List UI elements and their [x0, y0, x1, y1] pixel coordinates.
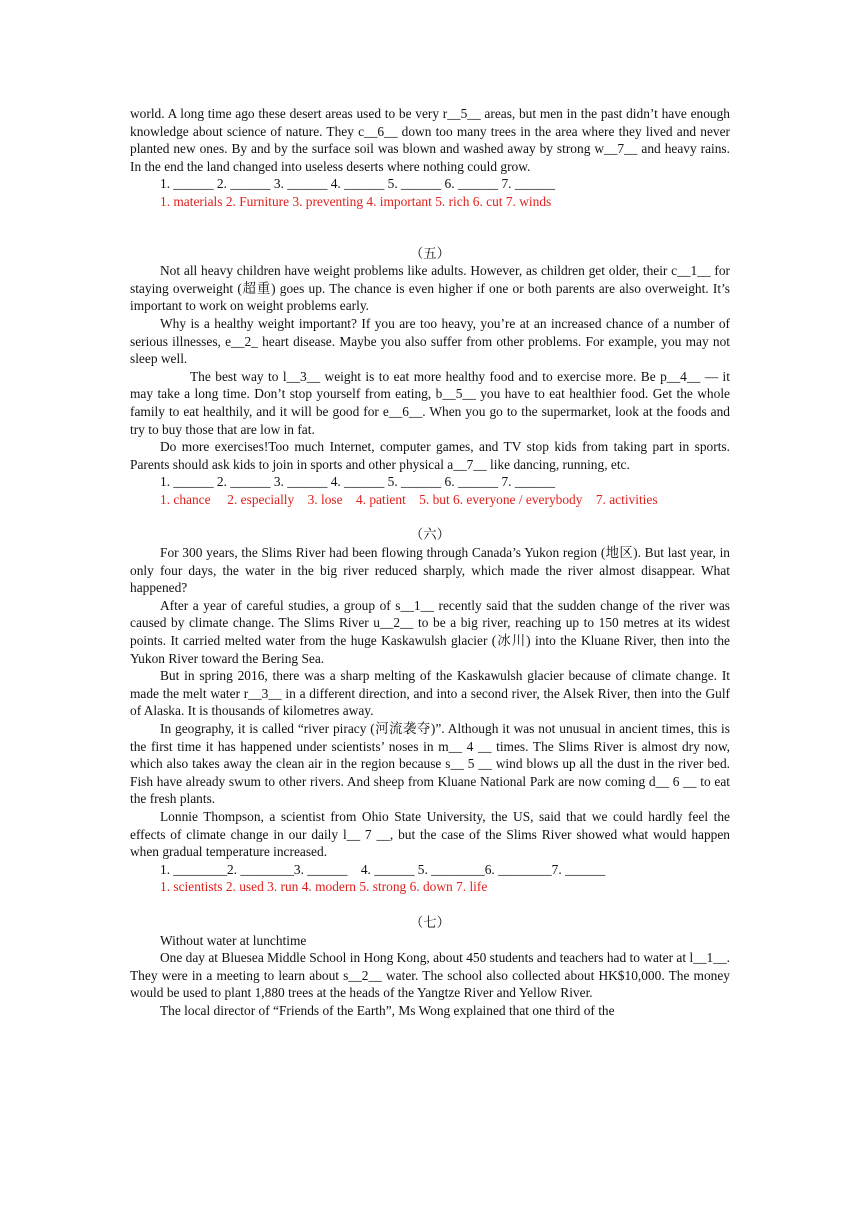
s6-answer-blanks: 1. ________2. ________3. ______ 4. ______ 5. ________6. ________7. ______ [160, 861, 606, 877]
s6-paragraph-3: But in spring 2016, there was a sharp melting of the Kaskawulsh glacier because of climate change. It made the melt water r__3__ in a different direction, and into a second river, the Alsek River, then into the Gulf of Alaska. It is thousands of kilometres away. [130, 668, 730, 719]
s5-paragraph-2: Why is a healthy weight important? If you are too heavy, you’re at an increased chance of a number of serious illnesses, e__2_ heart disease. Maybe you also suffer from other problems. For example, you may not sleep well. [130, 315, 730, 367]
s4-answer-key: 1. materials 2. Furniture 3. preventing 4. important 5. rich 6. cut 7. winds [160, 193, 552, 209]
s7-paragraph-2: The local director of “Friends of the Earth”, Ms Wong explained that one third of the [160, 1002, 615, 1018]
s5-answer-key: 1. chance 2. especially 3. lose 4. patient 5. but 6. everyone / everybody 7. activities [160, 491, 658, 507]
s5-paragraph-4: Do more exercises!Too much Internet, computer games, and TV stop kids from taking part in sports. Parents should ask kids to join in sports and other physical a__7__ like dancing, running, etc. [130, 439, 730, 472]
s7-heading: （七） [409, 914, 451, 930]
s5-paragraph-3: The best way to l__3__ weight is to eat more healthy food and to exercise more. Be p__4__ — it may take a long time. Don’t stop yourself from eating, b__5__ you have to eat healthier food. Get the whole family to eat healthily, and it will be good for e__6__. When you go to the supermarket, look at the foods and try to buy those that are low in fat. [130, 368, 730, 437]
s7-paragraph-1: One day at Bluesea Middle School in Hong Kong, about 450 students and teachers had to water at l__1__. They were in a meeting to learn about s__2__ water. The school also collected about HK$10,000. The money would be used to plant 1,880 trees at the heads of the Yangtze River and Yellow River. [130, 950, 730, 1001]
s4-answer-blanks: 1. ______ 2. ______ 3. ______ 4. ______ 5. ______ 6. ______ 7. ______ [160, 176, 556, 192]
s5-answer-blanks: 1. ______ 2. ______ 3. ______ 4. ______ 5. ______ 6. ______ 7. ______ [160, 474, 556, 490]
s4-paragraph-1: world. A long time ago these desert areas used to be very r__5__ areas, but men in the past didn’t have enough knowledge about science of nature. They c__6__ down too many trees in the area where they lived and never planted new ones. By and by the surface soil was blown and washed away by strong w__7__ and heavy rains. In the end the land changed into useless deserts where nothing could grow. [130, 106, 730, 174]
s5-paragraph-1: Not all heavy children have weight problems like adults. However, as children get older, their c__1__ for staying overweight (超重) goes up. The chance is even higher if one or both parents are also overweight. It’s important to work on weight problems early. [130, 263, 730, 314]
s6-heading: （六） [409, 527, 451, 543]
s6-answer-key: 1. scientists 2. used 3. run 4. modern 5. strong 6. down 7. life [160, 879, 488, 895]
s5-heading: （五） [409, 245, 451, 261]
document-page [130, 105, 730, 1020]
s6-paragraph-5: Lonnie Thompson, a scientist from Ohio State University, the US, said that we could hardly feel the effects of climate change in our daily l__ 7 __, but the case of the Slims River showed what would happen when gradual temperature increased. [130, 808, 730, 860]
s7-title: Without water at lunchtime [160, 932, 307, 948]
s6-paragraph-4: In geography, it is called “river piracy (河流袭夺)”. Although it was not unusual in ancient times, this is the first time it has happened under scientists’ noses in m__ 4 __ times. The Slims River is almost dry now, which also takes away the clean air in the region because s__ 5 __ wind blows up all the dust in the river bed. Fish have already swum to other rivers. And sheep from Kluane National Park are now coming d__ 6 __ to eat the fresh plants. [130, 721, 730, 807]
s6-paragraph-1: For 300 years, the Slims River had been flowing through Canada’s Yukon region (地区). But last year, in only four days, the water in the big river reduced sharply, which made the river almost disappear. What happened? [130, 545, 730, 596]
s6-paragraph-2: After a year of careful studies, a group of s__1__ recently said that the sudden change of the river was caused by climate change. The Slims River u__2__ to be a big river, reaching up to 150 metres at its widest points. It carried melted water from the huge Kaskawulsh glacier (冰川) into the Kluane River, then into the Yukon River toward the Bering Sea. [130, 597, 730, 666]
